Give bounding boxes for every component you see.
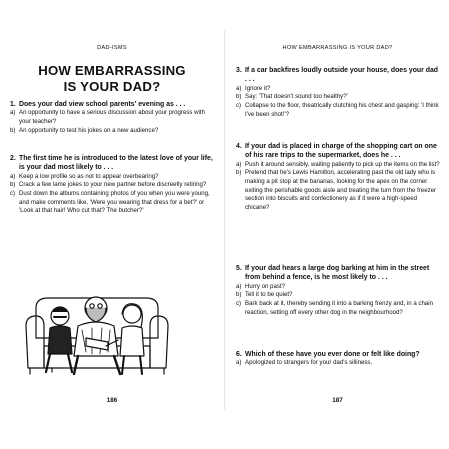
option-b: b) Say: 'That doesn't sound too healthy?'	[236, 93, 348, 101]
girl-head	[123, 305, 141, 323]
option-a: a) Keep a low profile so as not to appear overbearing?	[10, 172, 159, 180]
page-gutter	[224, 30, 225, 410]
option-a: a) An opportunity to have a serious discussion about your progress with your teacher?	[10, 109, 205, 125]
question-number: 5.	[236, 265, 242, 272]
page-number-left: 186	[106, 397, 118, 404]
option-c: c) Collapse to the floor, theatrically clutching his chest and gasping: 'I think I've been shot!'?	[236, 102, 439, 118]
question-1	[10, 100, 215, 135]
title-line-2: IS YOUR DAD?	[63, 78, 161, 94]
option-a: a) Apologized to strangers for your dad's silliness.	[236, 359, 373, 367]
option-c: c) Bark back at it, thereby sending it into a barking frenzy and, in a chain reaction, setting off every other dog in the neighbourhood?	[236, 300, 433, 316]
option-b: b) Pretend that he's Lewis Hamilton, accelerating past the old lady who is making a pit stop at the bananas, looking for the apex on the corner exiting the perishable goods aisle and treating the turn from the freezer section into biscuits and confectionery as if it were a high-speed chicane?	[236, 169, 437, 211]
question-number: 2.	[10, 155, 16, 162]
question-6	[236, 350, 441, 368]
page-number-right: 187	[332, 397, 343, 404]
question-text: If your dad is placed in charge of the shopping cart on one of his rare trips to the supermarket, does he . . .	[245, 143, 437, 160]
question-number: 6.	[236, 351, 242, 358]
question-text: If your dad hears a large dog barking at him in the street from behind a fence, is he most likely to . . .	[245, 265, 430, 282]
question-number: 4.	[236, 143, 242, 150]
question-text: If a car backfires loudly outside your house, does your dad . . .	[245, 67, 438, 84]
left-page	[0, 0, 224, 449]
question-3	[236, 66, 441, 119]
girl-body	[120, 326, 144, 356]
page-title	[0, 63, 224, 94]
question-text: The first time he is introduced to the latest love of your life, is your dad most likely to . . .	[19, 155, 213, 172]
question-2	[10, 154, 215, 216]
option-b: b) Tell it to be quiet?	[236, 291, 293, 299]
teen-body	[48, 326, 72, 354]
sofa-arm-right	[150, 316, 168, 368]
question-text: Which of these have you ever done or felt like doing?	[245, 351, 420, 358]
running-head-left: DAD-ISMS	[97, 45, 127, 51]
option-c: c) Dust down the albums containing photos of you when you were young, and make comments like, 'Were you wearing that dress for a bet?' or 'Look at that hair! Who cut that? The butcher?'	[10, 190, 210, 215]
title-line-1: HOW EMBARRASSING	[38, 63, 186, 78]
option-a: a) Hurry on past?	[236, 282, 285, 290]
family-on-sofa-illustration	[22, 268, 172, 380]
option-a: a) Ignore it?	[236, 84, 271, 92]
option-a: a) Push it around sensibly, waiting patiently to pick up the items on the list?	[236, 160, 440, 168]
option-b: b) Crack a few lame jokes to your new partner before discreetly retiring?	[10, 181, 207, 189]
question-5	[236, 264, 441, 317]
question-number: 3.	[236, 67, 242, 74]
option-b: b) An opportunity to test his jokes on a new audience?	[10, 126, 159, 134]
sofa-arm-left	[26, 316, 44, 368]
question-4	[236, 142, 441, 212]
running-head-right: HOW EMBARRASSING IS YOUR DAD?	[282, 45, 393, 51]
dad-body	[74, 322, 118, 356]
question-number: 1.	[10, 101, 16, 108]
question-text: Does your dad view school parents' evening as . . .	[19, 101, 186, 108]
right-page	[226, 0, 449, 449]
